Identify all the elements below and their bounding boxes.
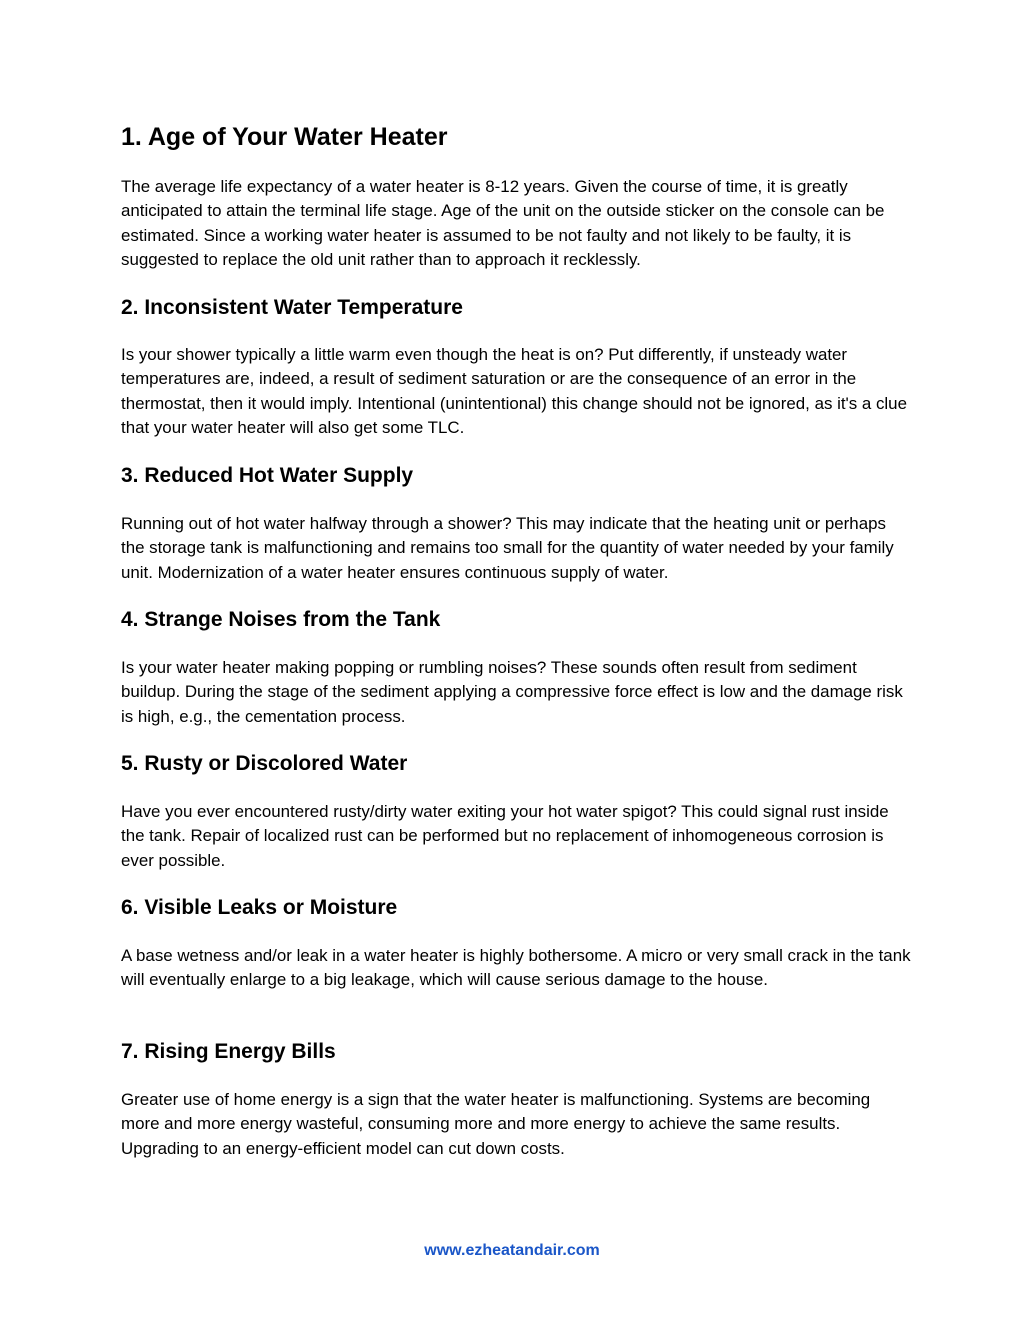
section-5-heading: 5. Rusty or Discolored Water xyxy=(121,752,408,775)
section-4-body: Is your water heater making popping or rumbling noises? These sounds often result from sediment buildup. During the stage of the sediment applying a compressive force effect is low and the damage risk is high, e.g., the cementation process. xyxy=(121,658,903,726)
section-4-heading: 4. Strange Noises from the Tank xyxy=(121,608,441,631)
section-6-body: A base wetness and/or leak in a water heater is highly bothersome. A micro or very small crack in the tank will eventually enlarge to a big leakage, which will cause serious damage to the house. xyxy=(121,946,911,990)
section-6-heading: 6. Visible Leaks or Moisture xyxy=(121,896,398,919)
footer-website-link[interactable]: www.ezheatandair.com xyxy=(424,1242,600,1259)
section-3-body: Running out of hot water halfway through a shower? This may indicate that the heating unit or perhaps the storage tank is malfunctioning and remains too small for the quantity of water needed by your family unit. Modernization of a water heater ensures continuous supply of water. xyxy=(121,514,894,582)
section-2-body: Is your shower typically a little warm even though the heat is on? Put differently, if unsteady water temperatures are, indeed, a result of sediment saturation or are the consequence of an error in the thermostat, then it would imply. Intentional (unintentional) this change should not be ignored, as it's a clue that your water heater will also get some TLC. xyxy=(121,345,907,438)
section-1-heading: 1. Age of Your Water Heater xyxy=(121,123,448,151)
section-2-heading: 2. Inconsistent Water Temperature xyxy=(121,296,463,319)
section-3-heading: 3. Reduced Hot Water Supply xyxy=(121,464,414,487)
section-7-heading: 7. Rising Energy Bills xyxy=(121,1040,336,1063)
section-7-body: Greater use of home energy is a sign that the water heater is malfunctioning. Systems are becoming more and more energy wasteful, consuming more and more energy to achieve the same results. Upgrading to an energy-efficient model can cut down costs. xyxy=(121,1090,871,1158)
section-5-body: Have you ever encountered rusty/dirty water exiting your hot water spigot? This could signal rust inside the tank. Repair of localized rust can be performed but no replacement of inhomogeneous corrosion is ever possible. xyxy=(121,802,889,870)
section-1-body: The average life expectancy of a water heater is 8-12 years. Given the course of time, it is greatly anticipated to attain the terminal life stage. Age of the unit on the outside sticker on the console can be estimated. Since a working water heater is assumed to be not faulty and not likely to be faulty, it is suggested to replace the old unit rather than to approach it recklessly. xyxy=(121,177,885,270)
